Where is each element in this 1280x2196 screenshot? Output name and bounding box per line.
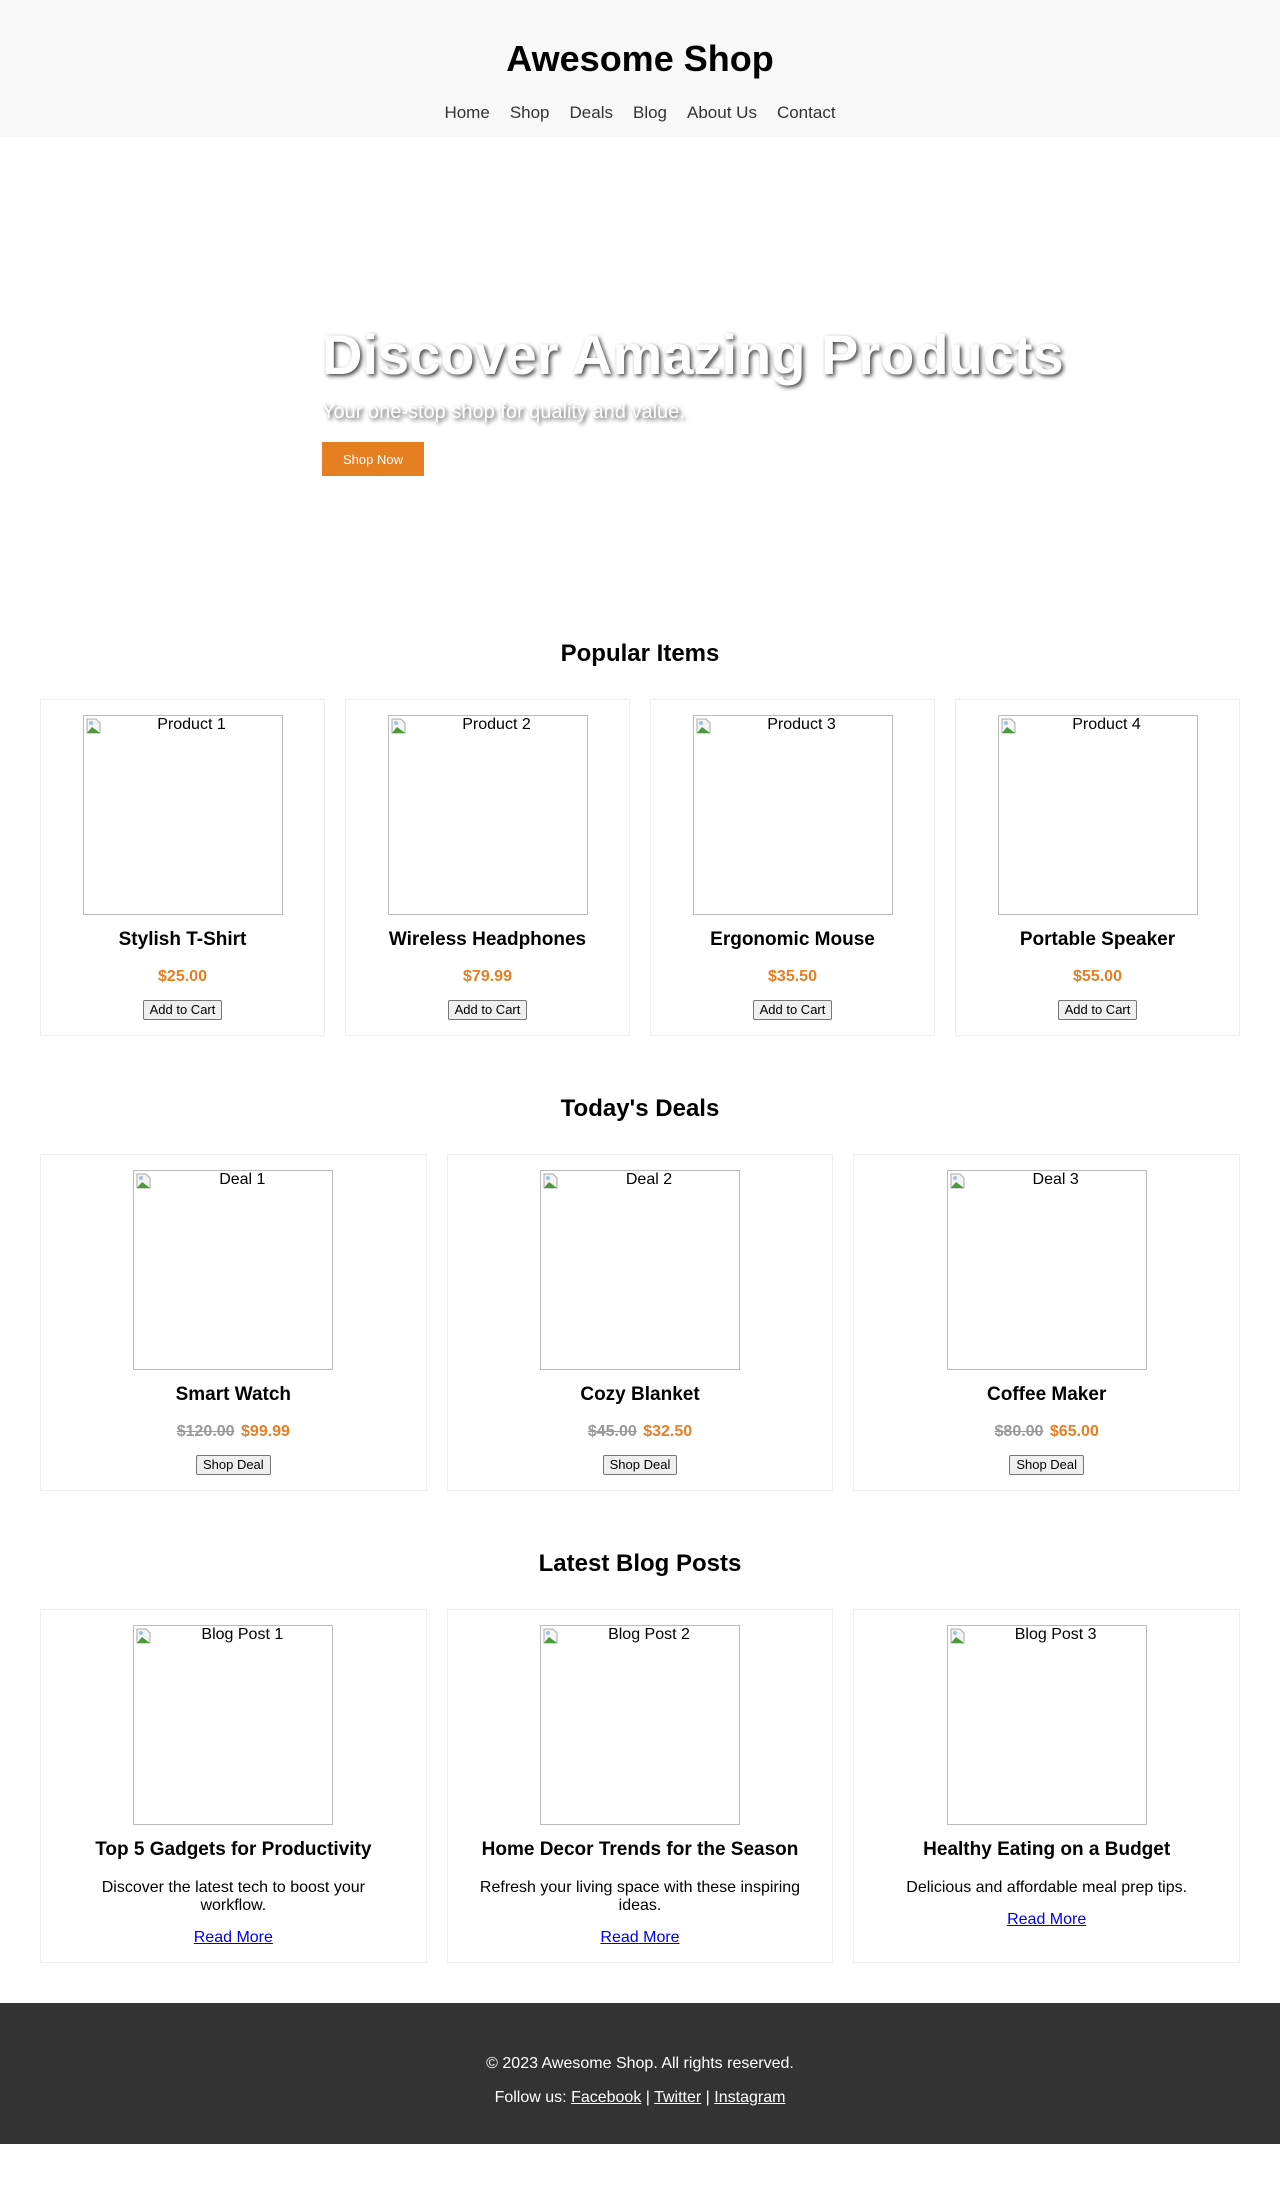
section-heading: Latest Blog Posts bbox=[538, 1550, 742, 1577]
deals-grid bbox=[40, 1154, 1240, 1491]
hero-subtitle: Your one-stop shop for quality and value. bbox=[322, 401, 685, 423]
product-name: Ergonomic Mouse bbox=[710, 929, 875, 950]
product-name: Portable Speaker bbox=[1019, 929, 1176, 950]
product-image: Product 2 bbox=[388, 715, 588, 915]
social-links bbox=[0, 2089, 1280, 2107]
read-more-link[interactable]: Read More bbox=[600, 1929, 680, 1946]
product-price: $55.00 bbox=[1073, 968, 1122, 985]
facebook-link[interactable]: Facebook bbox=[571, 2089, 642, 2106]
sale-price: $99.99 bbox=[241, 1423, 290, 1440]
follow-label: Follow us: bbox=[494, 2089, 567, 2106]
product-name: Wireless Headphones bbox=[388, 929, 587, 950]
deal-card bbox=[853, 1154, 1240, 1491]
deal-name: Smart Watch bbox=[175, 1384, 292, 1405]
deals-section bbox=[0, 1095, 1280, 1491]
shop-deal-button[interactable]: Shop Deal bbox=[1009, 1455, 1084, 1475]
deal-name: Coffee Maker bbox=[987, 1384, 1107, 1405]
product-image: Product 1 bbox=[83, 715, 283, 915]
deal-image: Deal 2 bbox=[540, 1170, 740, 1370]
blog-excerpt: Delicious and affordable meal prep tips. bbox=[906, 1879, 1188, 1896]
nav-deals[interactable]: Deals bbox=[569, 103, 613, 122]
deal-image: Deal 1 bbox=[133, 1170, 333, 1370]
broken-image-icon bbox=[543, 1173, 559, 1189]
product-price: $79.99 bbox=[463, 968, 512, 985]
deal-card bbox=[447, 1154, 834, 1491]
blog-card bbox=[447, 1609, 834, 1963]
nav-about-us[interactable]: About Us bbox=[687, 103, 757, 122]
hero-content bbox=[322, 325, 1064, 476]
blog-title: Top 5 Gadgets for Productivity bbox=[95, 1839, 372, 1860]
site-footer bbox=[0, 2003, 1280, 2144]
deal-price bbox=[864, 1422, 1229, 1441]
add-to-cart-button[interactable]: Add to Cart bbox=[448, 1000, 528, 1020]
blog-section bbox=[0, 1550, 1280, 1963]
deal-image: Deal 3 bbox=[947, 1170, 1147, 1370]
blog-image: Blog Post 1 bbox=[133, 1625, 333, 1825]
blog-excerpt: Refresh your living space with these inspiring ideas. bbox=[479, 1879, 801, 1914]
broken-image-icon bbox=[86, 718, 102, 734]
broken-image-icon bbox=[543, 1628, 559, 1644]
original-price: $80.00 bbox=[994, 1423, 1044, 1440]
broken-image-icon bbox=[696, 718, 712, 734]
deal-name: Cozy Blanket bbox=[580, 1384, 700, 1405]
product-name: Stylish T-Shirt bbox=[118, 929, 247, 950]
sale-price: $32.50 bbox=[643, 1423, 693, 1440]
broken-image-icon bbox=[1001, 718, 1017, 734]
product-price: $25.00 bbox=[158, 968, 207, 985]
shop-deal-button[interactable]: Shop Deal bbox=[196, 1455, 271, 1475]
product-price: $35.50 bbox=[768, 968, 817, 985]
instagram-link[interactable]: Instagram bbox=[714, 2089, 786, 2106]
deal-price bbox=[51, 1422, 416, 1441]
blog-title: Healthy Eating on a Budget bbox=[923, 1839, 1171, 1860]
site-title: Awesome Shop bbox=[506, 38, 774, 79]
broken-image-icon bbox=[136, 1628, 152, 1644]
shop-deal-button[interactable]: Shop Deal bbox=[603, 1455, 678, 1475]
product-card bbox=[345, 699, 630, 1036]
add-to-cart-button[interactable]: Add to Cart bbox=[753, 1000, 833, 1020]
blog-image: Blog Post 3 bbox=[947, 1625, 1147, 1825]
product-image: Product 3 bbox=[693, 715, 893, 915]
read-more-link[interactable]: Read More bbox=[1007, 1911, 1087, 1928]
nav-contact[interactable]: Contact bbox=[776, 103, 836, 122]
nav-home[interactable]: Home bbox=[444, 103, 490, 122]
blog-card bbox=[853, 1609, 1240, 1963]
sale-price: $65.00 bbox=[1049, 1423, 1099, 1440]
broken-image-icon bbox=[950, 1628, 966, 1644]
read-more-link[interactable]: Read More bbox=[193, 1929, 273, 1946]
broken-image-icon bbox=[391, 718, 407, 734]
nav-shop[interactable]: Shop bbox=[509, 103, 550, 122]
hero-banner bbox=[0, 137, 1280, 640]
broken-image-icon bbox=[136, 1173, 152, 1189]
site-header bbox=[0, 0, 1280, 137]
deal-price bbox=[458, 1422, 823, 1441]
product-grid bbox=[40, 699, 1240, 1036]
separator: | bbox=[705, 2089, 710, 2106]
main-nav bbox=[0, 103, 1280, 123]
section-heading: Popular Items bbox=[560, 640, 720, 667]
broken-image-icon bbox=[950, 1173, 966, 1189]
separator: | bbox=[645, 2089, 650, 2106]
nav-blog[interactable]: Blog bbox=[632, 103, 668, 122]
product-card bbox=[650, 699, 935, 1036]
blog-excerpt: Discover the latest tech to boost your workflow. bbox=[101, 1879, 365, 1914]
blog-image: Blog Post 2 bbox=[540, 1625, 740, 1825]
product-card bbox=[955, 699, 1240, 1036]
popular-items-section bbox=[0, 640, 1280, 1036]
product-card bbox=[40, 699, 325, 1036]
product-image: Product 4 bbox=[998, 715, 1198, 915]
blog-grid bbox=[40, 1609, 1240, 1963]
section-heading: Today's Deals bbox=[560, 1095, 720, 1122]
add-to-cart-button[interactable]: Add to Cart bbox=[143, 1000, 223, 1020]
twitter-link[interactable]: Twitter bbox=[654, 2089, 702, 2106]
hero-headline: Discover Amazing Products bbox=[322, 323, 1064, 386]
original-price: $120.00 bbox=[176, 1423, 235, 1440]
shop-now-button[interactable]: Shop Now bbox=[322, 442, 424, 476]
blog-title: Home Decor Trends for the Season bbox=[481, 1839, 799, 1860]
copyright-text: © 2023 Awesome Shop. All rights reserved. bbox=[486, 2055, 794, 2072]
add-to-cart-button[interactable]: Add to Cart bbox=[1058, 1000, 1138, 1020]
blog-card bbox=[40, 1609, 427, 1963]
original-price: $45.00 bbox=[587, 1423, 637, 1440]
deal-card bbox=[40, 1154, 427, 1491]
